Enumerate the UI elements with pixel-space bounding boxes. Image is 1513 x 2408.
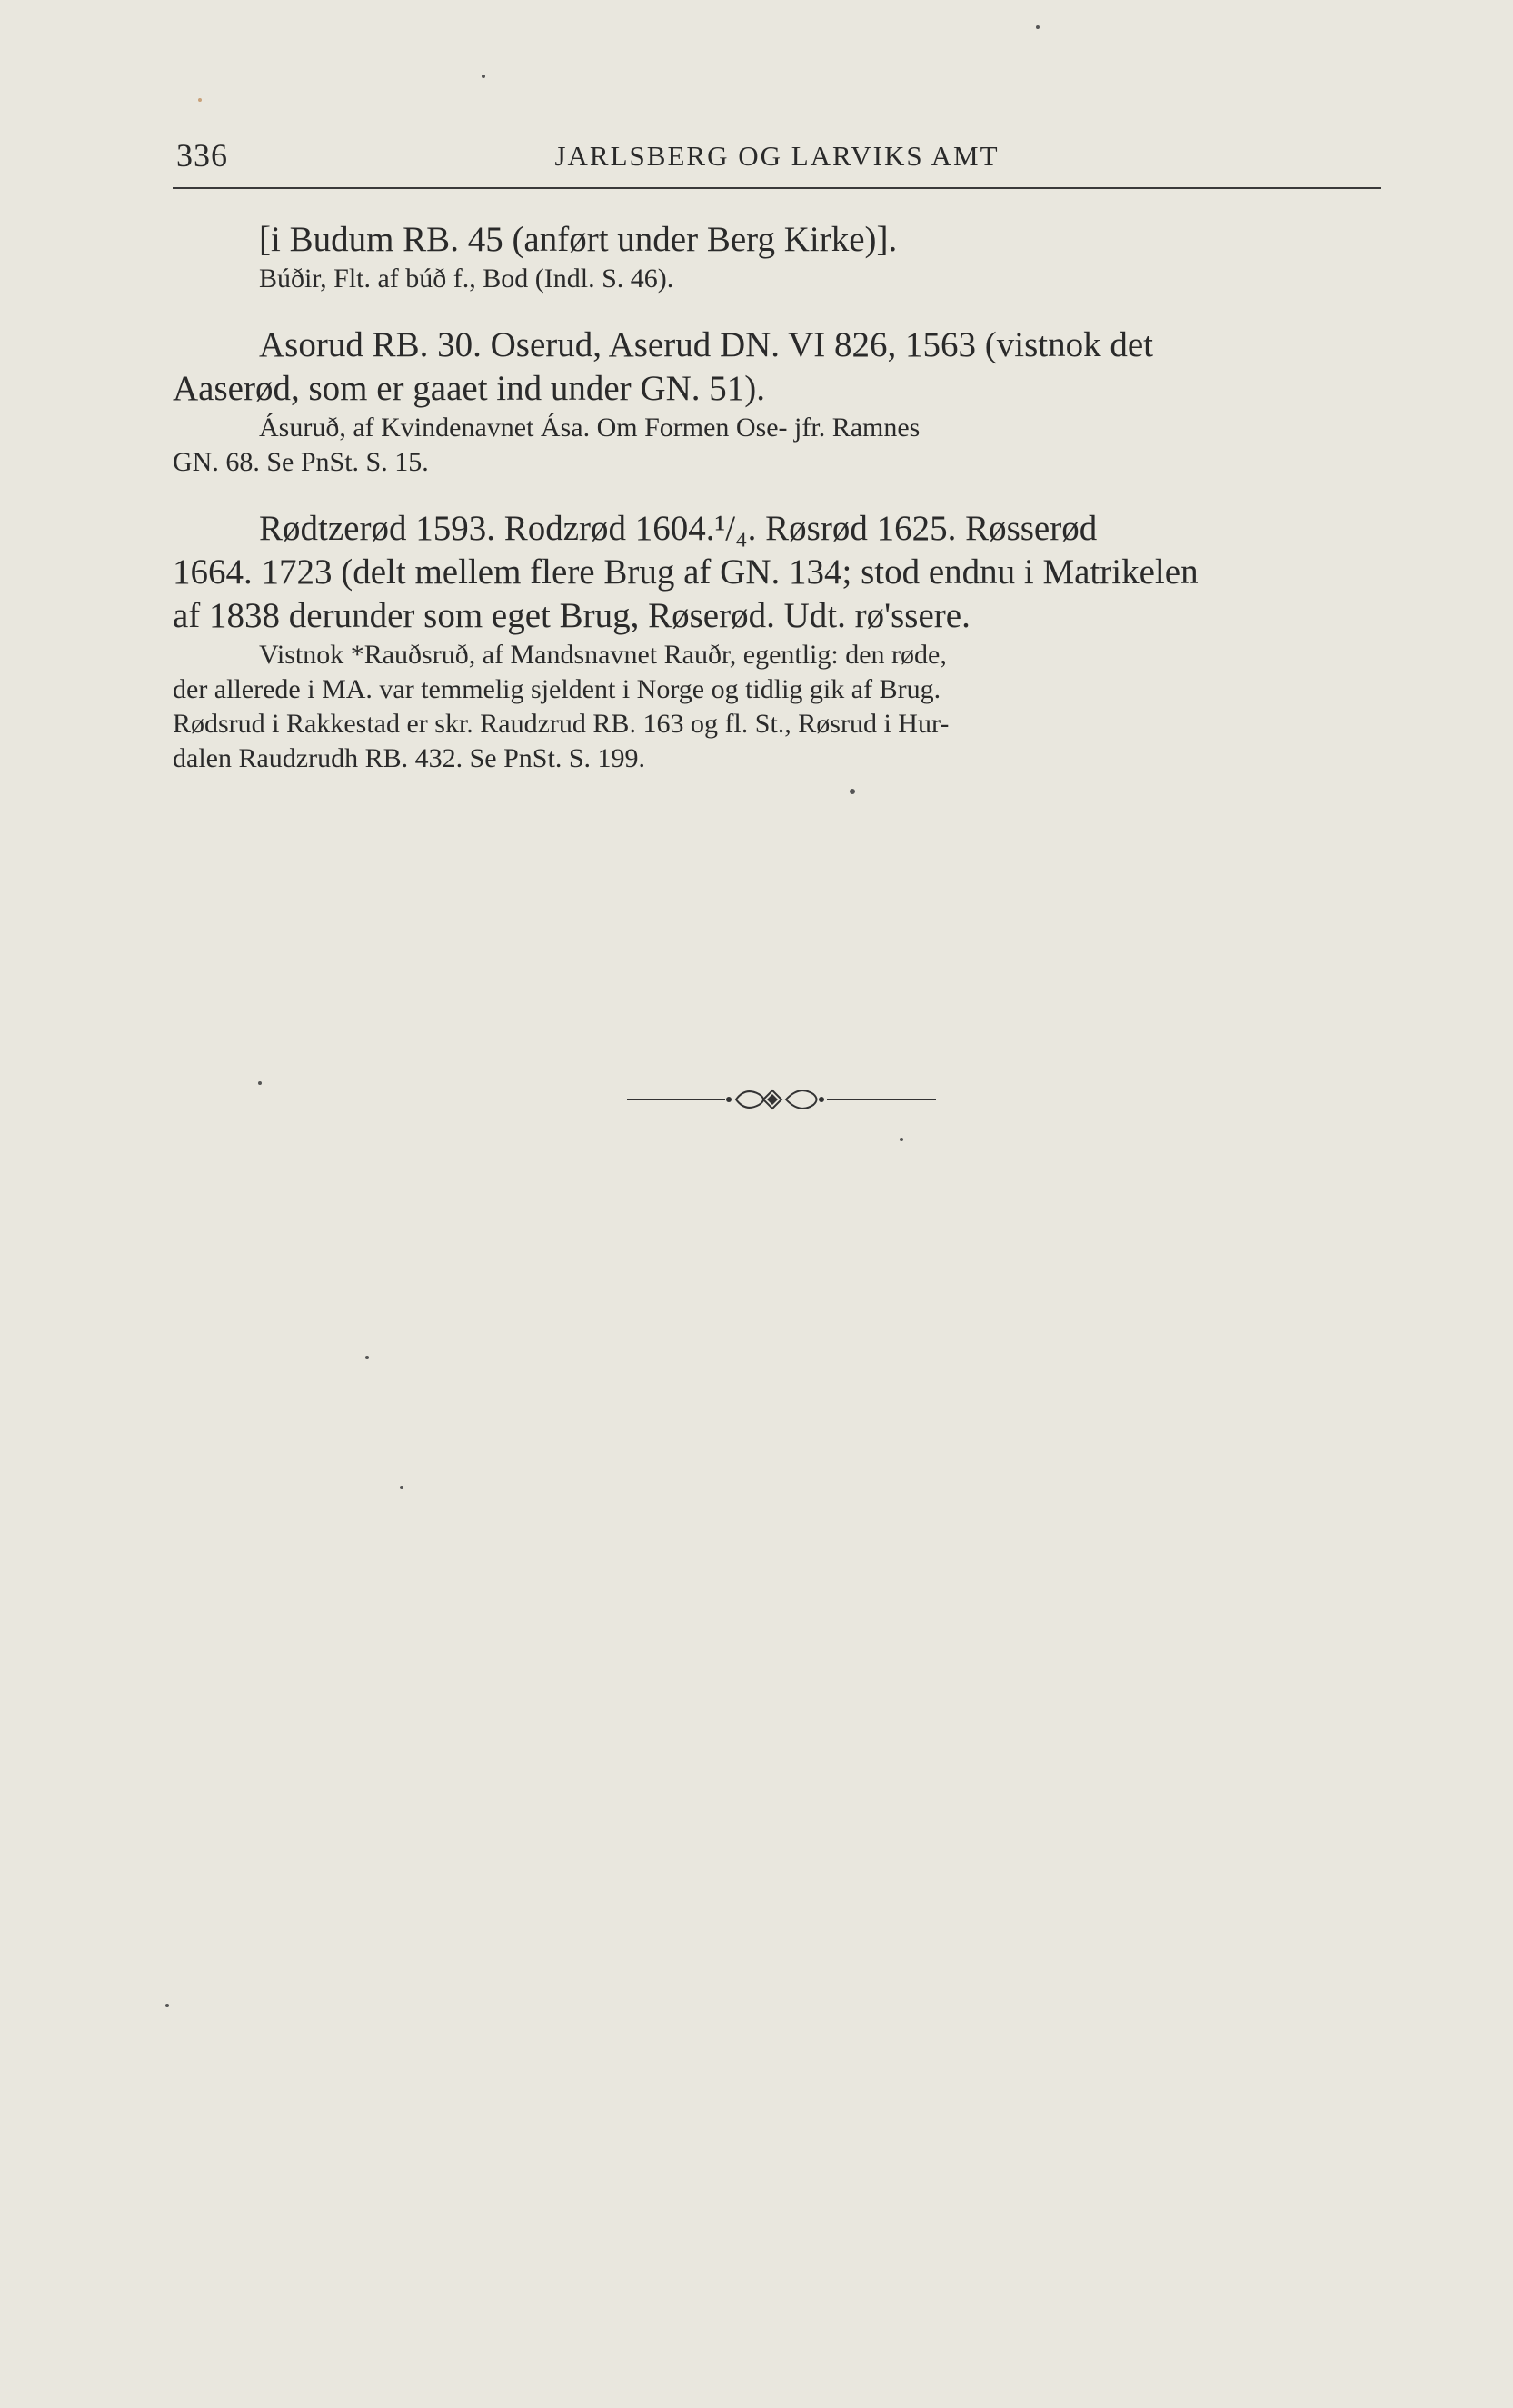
- paper-speck: [258, 1081, 262, 1085]
- note-line: Ásuruð, af Kvindenavnet Ása. Om Formen Ose- jfr. Ramnes: [259, 413, 921, 443]
- entry-line: af 1838 derunder som eget Brug, Røserød. Udt. rø'ssere.: [173, 596, 971, 635]
- entry-line: Asorud RB. 30. Oserud, Aserud DN. VI 826, 1563 (vistnok det: [259, 325, 1153, 364]
- entry-budum: [173, 218, 1381, 262]
- paper-speck: [400, 1486, 403, 1489]
- running-head: [173, 136, 1381, 182]
- entry-line: Aaserød, som er gaaet ind under GN. 51).: [173, 369, 765, 408]
- etymology-note: [173, 262, 1381, 296]
- note-line: Búðir, Flt. af búð f., Bod (Indl. S. 46).: [259, 264, 674, 294]
- entry-line: 1664. 1723 (delt mellem flere Brug af GN. 134; stod endnu i Matrikelen: [173, 552, 1199, 592]
- entry-line: Rødtzerød 1593. Rodzrød 1604.¹/₄. Røsrød 1625. Røsserød: [259, 509, 1098, 548]
- note-line: GN. 68. Se PnSt. S. 15.: [173, 447, 429, 477]
- entry-line: [i Budum RB. 45 (anført under Berg Kirke)].: [259, 220, 898, 259]
- header-rule: [173, 187, 1381, 189]
- note-line: Vistnok *Rauðsruð, af Mandsnavnet Rauðr, egentlig: den røde,: [259, 640, 947, 670]
- entry-asorud: [173, 323, 1381, 411]
- etymology-note: [173, 411, 1381, 480]
- paper-speck: [482, 75, 485, 78]
- page-body: [173, 218, 1381, 776]
- etymology-note: [173, 638, 1381, 776]
- paper-speck: [1036, 25, 1040, 29]
- spacer: [173, 480, 1381, 507]
- paper-speck: [900, 1138, 903, 1141]
- note-line: dalen Raudzrudh RB. 432. Se PnSt. S. 199.: [173, 743, 646, 773]
- running-title: JARLSBERG OG LARVIKS AMT: [554, 140, 1000, 172]
- spacer: [173, 296, 1381, 323]
- entry-rodtzerod: [173, 507, 1381, 638]
- page-number: 336: [176, 137, 228, 174]
- paper-speck: [365, 1356, 369, 1359]
- note-line: Rødsrud i Rakkestad er skr. Raudzrud RB. 163 og fl. St., Røsrud i Hur-: [173, 709, 950, 739]
- note-line: der allerede i MA. var temmelig sjeldent i Norge og tidlig gik af Brug.: [173, 674, 941, 704]
- section-end-ornament-icon: [627, 1081, 936, 1118]
- paper-speck: [165, 2004, 169, 2007]
- paper-speck: [850, 789, 855, 794]
- paper-speck: [198, 98, 202, 102]
